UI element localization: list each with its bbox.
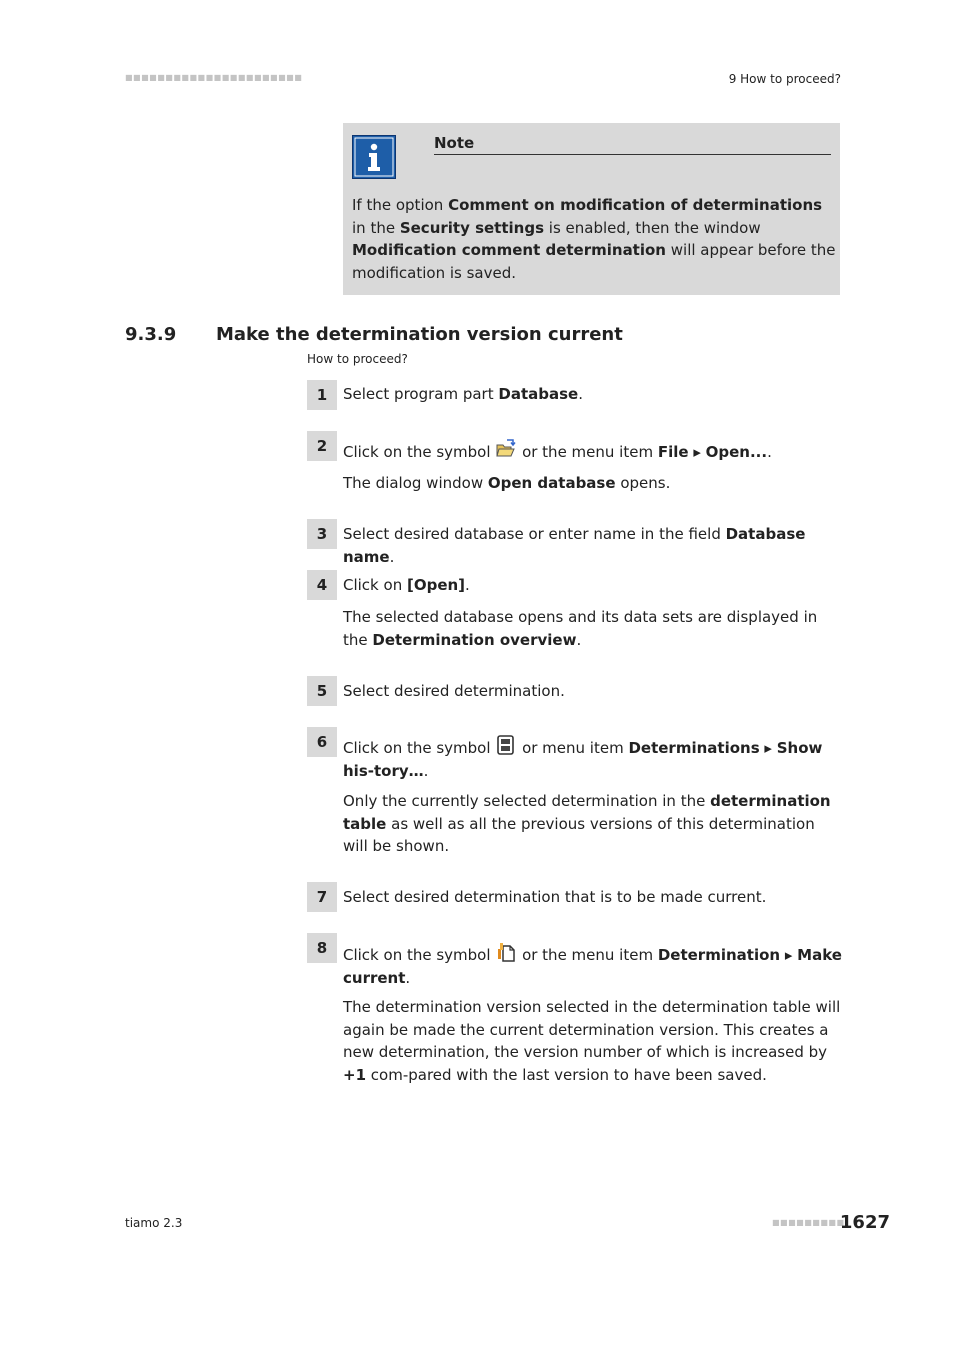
note-box xyxy=(343,123,840,295)
page-number: 1627 xyxy=(839,1212,890,1233)
step-number: 5 xyxy=(307,676,337,706)
section-title: Make the determination version current xyxy=(216,324,623,345)
open-folder-icon xyxy=(496,439,516,459)
step-instruction: Select desired database or enter name in the field Database name. xyxy=(343,525,806,566)
make-current-icon xyxy=(496,942,516,962)
note-title: Note xyxy=(434,134,831,155)
step-number: 3 xyxy=(307,519,337,549)
step-instruction: Select desired determination. xyxy=(343,682,565,700)
footer-product: tiamo 2.3 xyxy=(125,1216,183,1230)
header-dots: ■■■■■■■■■■■■■■■■■■■■■■ xyxy=(125,73,303,82)
step-result: The selected database opens and its data sets are displayed in the Determination overview. xyxy=(343,608,818,649)
step-instruction: Click on the symbol or the menu item Determination ▸ Make current. xyxy=(343,942,843,989)
step-result: Only the currently selected determination in the determination table as well as all the previous versions of this determination will be shown. xyxy=(343,792,831,855)
header-chapter: 9 How to proceed? xyxy=(728,72,841,86)
step-number: 7 xyxy=(307,882,337,912)
step-instruction: Click on the symbol or the menu item File ▸ Open.... xyxy=(343,439,843,464)
step-number: 4 xyxy=(307,570,337,600)
how-to-proceed-label: How to proceed? xyxy=(307,352,408,366)
step-number: 2 xyxy=(307,431,337,461)
step-instruction: Select program part Database. xyxy=(343,385,583,403)
step-number: 8 xyxy=(307,933,337,963)
section-number: 9.3.9 xyxy=(125,324,177,345)
footer-dots: ■■■■■■■■■ xyxy=(772,1218,845,1227)
step-result: The determination version selected in the determination table will again be made the current determination version. This creates a new determination, the version number of which is increased by +1 com-pared with the last version to have been saved. xyxy=(343,998,841,1084)
step-instruction: Click on [Open]. xyxy=(343,576,470,594)
step-instruction: Select desired determination that is to be made current. xyxy=(343,888,767,906)
step-result: The dialog window Open database opens. xyxy=(343,474,671,492)
step-instruction: Click on the symbol or menu item Determinations ▸ Show his-tory…. xyxy=(343,735,843,782)
step-number: 6 xyxy=(307,727,337,757)
info-icon xyxy=(352,135,396,179)
history-icon xyxy=(496,735,516,755)
note-text: If the option Comment on modification of determinations in the Security settings is enabled, then the window Modification comment determination will appear before the modification is saved. xyxy=(352,196,836,282)
step-number: 1 xyxy=(307,380,337,410)
